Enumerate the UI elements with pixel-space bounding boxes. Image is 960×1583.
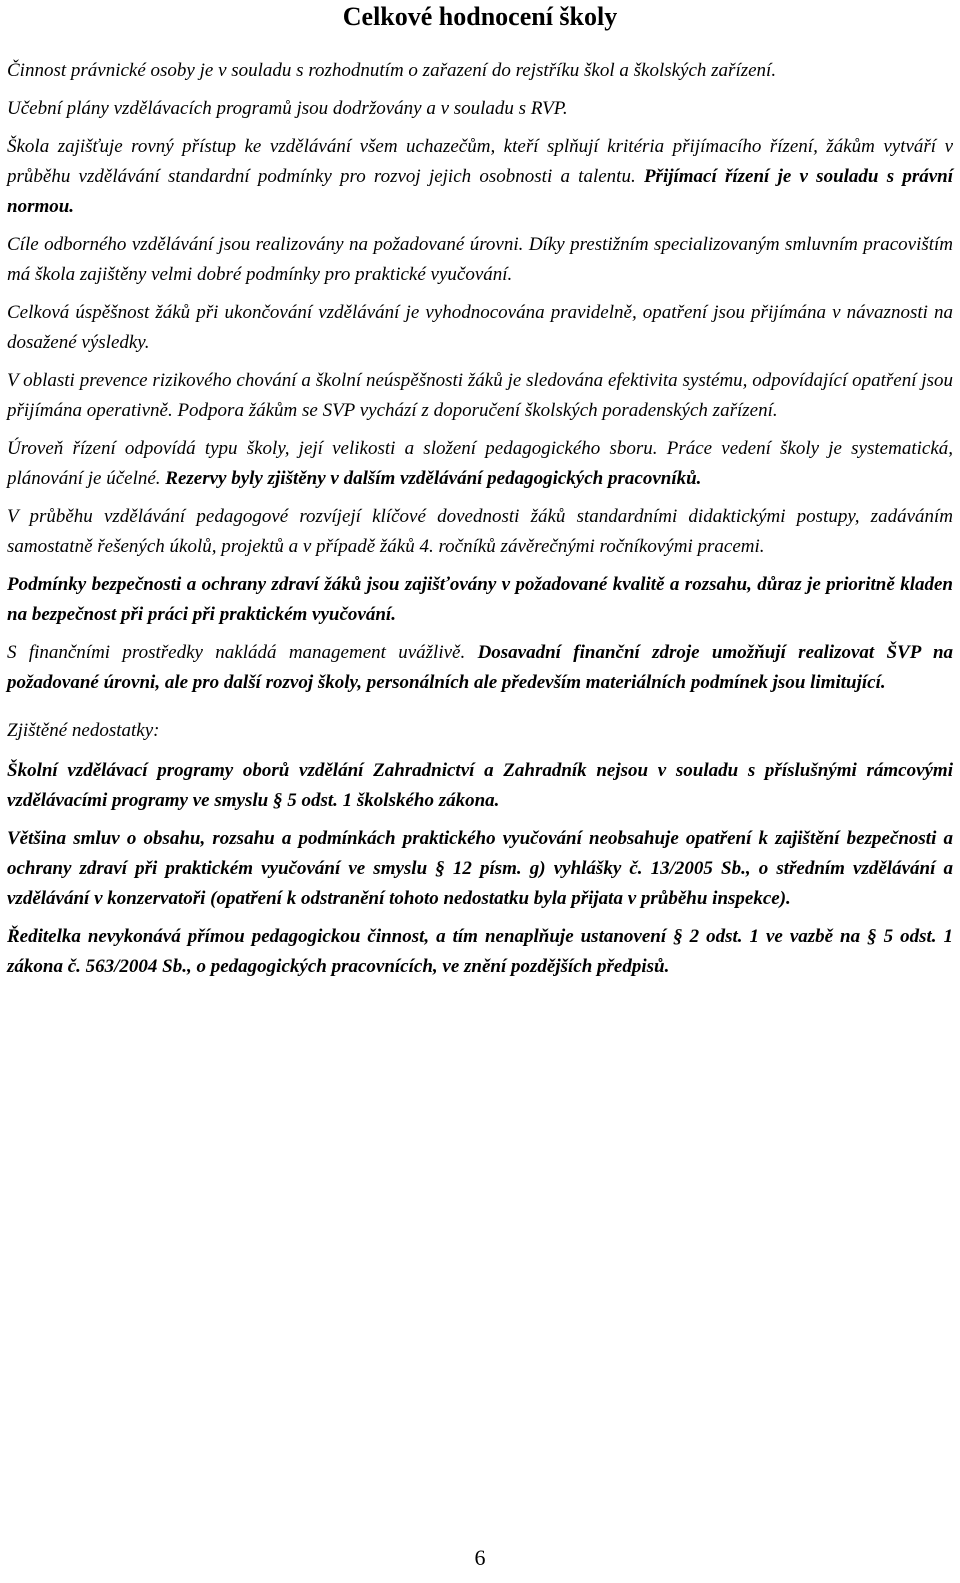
deficiency-item (7, 824, 953, 914)
paragraph-text: V oblasti prevence rizikového chování a školní neúspěšnosti žáků je sledována efektivita systému, odpovídající opatření jsou přijímána operativně. (7, 370, 953, 421)
paragraph-text: Škola zajišťuje rovný přístup ke vzdělávání všem uchazečům, kteří splňují kritéria přijímacího řízení, žákům vytváří v průběhu vzdělávání standardní podmínky pro rozvoj jejich osobnosti a talentu. (7, 136, 953, 187)
legal-reference: § 5 odst. 1 zákona č. 563/2004 Sb. (7, 926, 953, 977)
deficiency-text: , o pedagogických pracovnících, ve znění pozdějších předpisů. (187, 956, 670, 977)
page-title: Celkové hodnocení školy (342, 2, 618, 31)
paragraph-text: Činnost právnické osoby je v souladu s rozhodnutím o zařazení do rejstříku škol a školských zařízení. (7, 60, 777, 81)
evaluation-content (7, 56, 953, 982)
paragraph-goals (7, 230, 953, 290)
paragraph-text: Celková úspěšnost žáků při ukončování vzdělávání je vyhodnocována pravidelně, opatření jsou přijímána v návaznosti na dosažené výsledky. (7, 302, 953, 353)
paragraph-text: Díky prestižním specializovaným smluvním pracovištím má škola zajištěny velmi dobré podmínky pro praktické vyučování. (7, 234, 954, 285)
paragraph-text: Podpora žákům se SVP vychází z doporučení školských poradenských zařízení. (177, 400, 778, 421)
deficiency-text: Ředitelka nevykonává přímou pedagogickou činnost, a tím nenaplňuje ustanovení (7, 926, 667, 947)
deficiency-text: Většina smluv o obsahu, rozsahu a podmínkách praktického vyučování neobsahuje opatření k zajištění bezpečnosti a ochrany zdraví při praktickém vyučování ve smyslu (7, 828, 953, 879)
paragraph-management (7, 434, 953, 494)
paragraph-legal-status (7, 56, 953, 86)
deficiencies-heading: Zjištěné nedostatky: (7, 720, 160, 741)
legal-reference: § 12 písm. g) vyhlášky č. 13/2005 Sb. (435, 858, 746, 879)
deficiency-text: , o středním vzdělávání a vzdělávání v konzervatoři (opatření k odstranění tohoto nedostatku byla přijata v průběhu inspekce). (7, 858, 953, 909)
page-number: 6 (474, 1545, 486, 1570)
deficiency-item (7, 756, 953, 816)
paragraph-success (7, 298, 953, 358)
paragraph-safety (7, 570, 953, 630)
paragraph-teaching (7, 502, 953, 562)
paragraph-curriculum (7, 94, 953, 124)
paragraph-text: Práce vedení školy je systematická, plánování je účelné. (7, 438, 953, 489)
paragraph-text-bold: Rezervy byly zjištěny v dalším vzdělávání pedagogických pracovníků. (165, 468, 702, 489)
paragraph-text-bold: Podmínky bezpečnosti a ochrany zdraví žáků jsou zajišťovány v požadované kvalitě a rozsahu, důraz je prioritně kladen na bezpečnost při práci při praktickém vyučování. (7, 574, 953, 625)
paragraph-text-bold: Přijímací řízení je v souladu s právní normou. (7, 166, 953, 217)
paragraph-access (7, 132, 953, 222)
legal-reference: § 2 odst. 1 ve vazbě na (673, 926, 861, 947)
paragraph-text: Učební plány vzdělávacích programů jsou dodržovány a v souladu s RVP. (7, 98, 568, 119)
paragraph-prevention (7, 366, 953, 426)
paragraph-text: V průběhu vzdělávání pedagogové rozvíjejí klíčové dovednosti žáků standardními didaktickými postupy, zadáváním samostatně řešených úkolů, projektů a v případě žáků 4. ročníků závěrečnými ročníkovými pracemi. (7, 506, 953, 557)
paragraph-text: Úroveň řízení odpovídá typu školy, její velikosti a složení pedagogického sboru. (7, 438, 658, 459)
paragraph-text: S finančními prostředky nakládá management uvážlivě. (7, 642, 466, 663)
paragraph-text-bold: Dosavadní finanční zdroje umožňují realizovat ŠVP na požadované úrovni, ale pro další rozvoj školy, personálních ale především materiálních podmínek jsou limitující. (7, 642, 954, 693)
deficiency-text: Školní vzdělávací programy oborů vzdělání Zahradnictví a Zahradník nejsou v souladu s příslušnými rámcovými vzdělávacími programy ve smyslu (7, 760, 953, 811)
deficiency-item (7, 922, 953, 982)
legal-reference: § 5 odst. 1 školského zákona. (272, 790, 500, 811)
paragraph-text: Cíle odborného vzdělávání jsou realizovány na požadované úrovni. (7, 234, 524, 255)
paragraph-finance (7, 638, 953, 698)
